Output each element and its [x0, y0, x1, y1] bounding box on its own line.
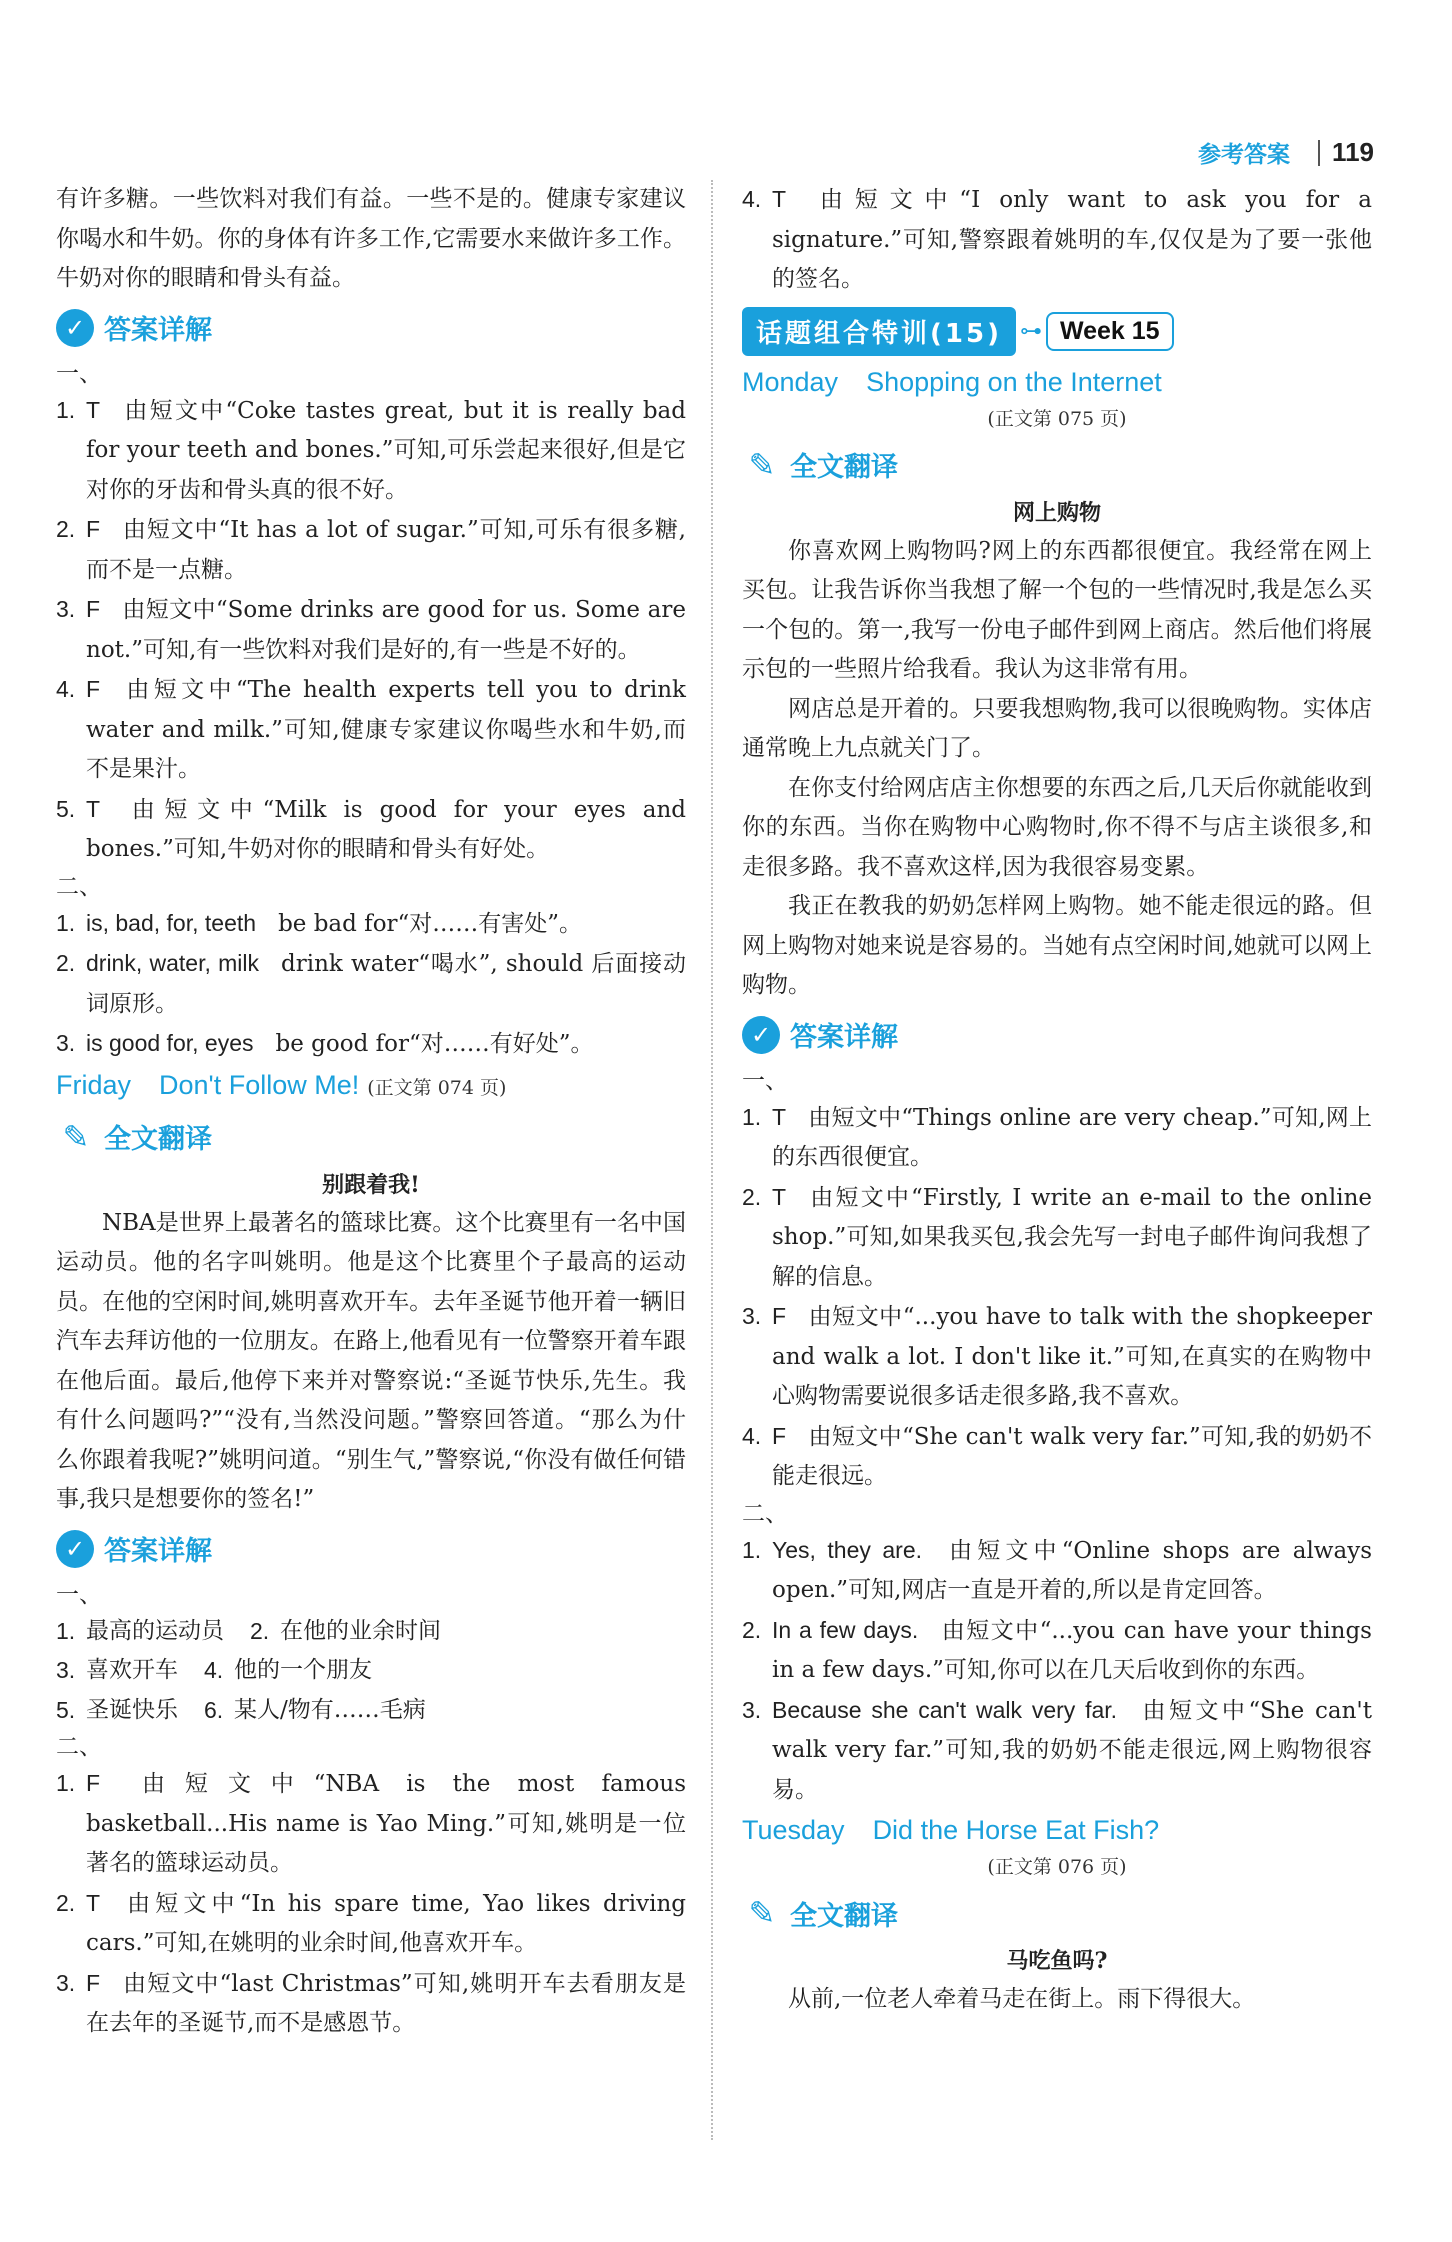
- pen-icon: ✎: [748, 1894, 776, 1932]
- story-title: 马吃鱼吗?: [1006, 1948, 1108, 1974]
- lesson-title: Did the Horse Eat Fish?: [872, 1815, 1160, 1845]
- check-circle-icon: ✓: [56, 309, 94, 347]
- translation-heading: [56, 1114, 686, 1160]
- lesson-title: Don't Follow Me!: [159, 1069, 360, 1100]
- answer-item: 1. Yes, they are. 由短文中“Online shops are always open.”可知,网店一直是开着的,所以是肯定回答。: [742, 1536, 1373, 1603]
- topic-banner: [742, 306, 1372, 358]
- section-one: 一、: [56, 360, 102, 387]
- vocab-row: 5. 圣诞快乐 6. 某人/物有……毛病: [56, 1696, 426, 1723]
- answers-list-3: [56, 1764, 686, 2044]
- answers-heading-text: 答案详解: [104, 315, 212, 346]
- translation-heading: [742, 1890, 1372, 1936]
- answers-list-2: [56, 904, 686, 1065]
- answer-item: 2. In a few days. 由短文中“...you can have your things in a few days.”可知,你可以在几天后收到你的东西。: [742, 1616, 1372, 1683]
- link-icon: ⊶: [1019, 319, 1042, 344]
- answer-item: 3. F 由短文中“Some drinks are good for us. Some are not.”可知,有一些饮料对我们是好的,有一些是不好的。: [56, 596, 686, 663]
- tuesday-heading: [742, 1810, 1372, 1850]
- monday-heading: [742, 362, 1372, 402]
- vocab-row: 3. 喜欢开车 4. 他的一个朋友: [56, 1657, 372, 1683]
- column-divider: [711, 180, 713, 2140]
- answers-heading-text: 答案详解: [104, 1536, 212, 1567]
- friday-heading: [56, 1065, 686, 1108]
- answer-item: 5. T 由短文中“Milk is good for your eyes and bones.”可知,牛奶对你的眼睛和骨头有好处。: [56, 795, 686, 862]
- check-circle-icon: ✓: [56, 1530, 94, 1568]
- page-reference: (正文第 074 页): [367, 1076, 507, 1099]
- answer-item: 3. is good for, eyes be good for“对……有好处”。: [56, 1030, 594, 1057]
- translation-heading: [742, 442, 1372, 488]
- header-divider: [1318, 140, 1320, 166]
- topic-label: 话题组合特训(15): [742, 307, 1016, 356]
- answer-item: 4. F 由短文中“She can't walk very far.”可知,我的奶奶不能走很远。: [742, 1422, 1372, 1489]
- answer-item: 1. is, bad, for, teeth be bad for“对……有害处”。: [56, 909, 583, 937]
- answer-item: 3. Because she can't walk very far. 由短文中“She can't walk very far.”可知,我的奶奶不能走很远,网上购物很容易。: [742, 1696, 1372, 1803]
- answer-item: 4. T 由短文中“I only want to ask you for a signature.”可知,警察跟着姚明的车,仅仅是为了要一张他的签名。: [742, 186, 1372, 292]
- answer-item: 3. F 由短文中“...you have to talk with the shopkeeper and walk a lot. I don't like it.”可知,在真实的在购物中心购物需要说很多话走很多路,我不喜欢。: [742, 1303, 1372, 1409]
- translation-heading-text: 全文翻译: [790, 1900, 898, 1932]
- lesson-title: Shopping on the Internet: [866, 366, 1162, 397]
- right-column: [742, 180, 1372, 2020]
- answer-item: 1. F 由短文中“NBA is the most famous basketball...His name is Yao Ming.”可知,姚明是一位著名的篮球运动员。: [56, 1770, 686, 1876]
- answers-list-1: [56, 391, 686, 870]
- answers-heading: [56, 1526, 686, 1572]
- day-label: Friday: [56, 1069, 132, 1100]
- left-column: [56, 180, 686, 2044]
- answers-heading: [742, 1012, 1372, 1058]
- page-reference: (正文第 075 页): [987, 407, 1127, 430]
- answer-item: 2. drink, water, milk drink water“喝水”, should 后面接动词原形。: [56, 950, 686, 1017]
- answer-item: 2. T 由短文中“Firstly, I write an e-mail to the online shop.”可知,如果我买包,我会先写一封电子邮件询问我想了解的信息。: [742, 1183, 1372, 1290]
- answer-item: 2. F 由短文中“It has a lot of sugar.”可知,可乐有很多糖,而不是一点糖。: [56, 516, 686, 583]
- intro-paragraph: 有许多糖。一些饮料对我们有益。一些不是的。健康专家建议你喝水和牛奶。你的身体有许多工作,它需要水来做许多工作。牛奶对你的眼睛和骨头有益。: [56, 186, 686, 291]
- answers-heading: [56, 305, 686, 351]
- pen-icon: ✎: [62, 1117, 90, 1156]
- answer-item: 3. F 由短文中“last Christmas”可知,姚明开车去看朋友是在去年的圣诞节,而不是感恩节。: [56, 1969, 686, 2036]
- answers-list-1: [742, 1098, 1372, 1497]
- week-badge: Week 15: [1046, 312, 1174, 351]
- header-label: 参考答案: [1198, 142, 1291, 168]
- answers-list-2: [742, 1531, 1372, 1811]
- story-text: NBA是世界上最著名的篮球比赛。这个比赛里有一名中国运动员。他的名字叫姚明。他是这个比赛里个子最高的运动员。在他的空闲时间,姚明喜欢开车。去年圣诞节他开着一辆旧汽车去拜访他的一位朋友。在路上,他看见有一位警察开着车跟在他后面。最后,他停下来并对警察说:“圣诞节快乐,先生。我有什么问题吗?”“没有,当然没问题。”警察回答道。“那么为什么你跟着我呢?”姚明问道。“别生气,”警察说,“你没有做任何错事,我只是想要你的签名!”: [56, 1209, 686, 1512]
- story-title: 别跟着我!: [322, 1171, 420, 1198]
- answer-item: 1. T 由短文中“Things online are very cheap.”可知,网上的东西很便宜。: [742, 1103, 1372, 1170]
- section-two: 二、: [56, 873, 102, 900]
- answer-item: 4. F 由短文中“The health experts tell you to drink water and milk.”可知,健康专家建议你喝些水和牛奶,而不是果汁。: [56, 676, 686, 782]
- story-paragraph: 你喜欢网上购物吗?网上的东西都很便宜。我经常在网上买包。让我告诉你当我想了解一个包的一些情况时,我是怎么买一个包的。第一,我写一份电子邮件到网上商店。然后他们将展示包的一些照片给我看。我认为这非常有用。: [742, 537, 1372, 682]
- section-one: 一、: [742, 1067, 788, 1094]
- page-number: 119: [1332, 137, 1374, 167]
- check-circle-icon: ✓: [742, 1016, 780, 1054]
- translation-heading-text: 全文翻译: [790, 452, 898, 483]
- section-two: 二、: [742, 1500, 788, 1527]
- translation-heading-text: 全文翻译: [104, 1124, 212, 1155]
- page-reference: (正文第 076 页): [987, 1856, 1127, 1878]
- section-two: 二、: [56, 1734, 102, 1760]
- story-paragraph: 从前,一位老人牵着马走在街上。雨下得很大。: [788, 1986, 1256, 2012]
- section-one: 一、: [56, 1581, 102, 1608]
- story-paragraph: 我正在教我的奶奶怎样网上购物。她不能走很远的路。但网上购物对她来说是容易的。当她有点空闲时间,她就可以网上购物。: [742, 893, 1372, 998]
- answer-item: 1. T 由短文中“Coke tastes great, but it is really bad for your teeth and bones.”可知,可乐尝起来很好,但是它对你的牙齿和骨头真的很不好。: [56, 396, 686, 503]
- vocab-row: 1. 最高的运动员 2. 在他的业余时间: [56, 1617, 441, 1644]
- story-paragraph: 在你支付给网店店主你想要的东西之后,几天后你就能收到你的东西。当你在购物中心购物时,你不得不与店主谈很多,和走很多路。我不喜欢这样,因为我很容易变累。: [742, 774, 1372, 880]
- day-label: Monday: [742, 366, 839, 397]
- day-label: Tuesday: [742, 1815, 845, 1845]
- vocab-list: [56, 1612, 686, 1731]
- page-header: [1198, 136, 1374, 169]
- story-title: 网上购物: [1012, 499, 1101, 526]
- pen-icon: ✎: [748, 445, 776, 484]
- answers-heading-text: 答案详解: [790, 1022, 898, 1053]
- story-paragraph: 网店总是开着的。只要我想购物,我可以很晚购物。实体店通常晚上九点就关门了。: [742, 695, 1372, 761]
- answer-item: 2. T 由短文中“In his spare time, Yao likes driving cars.”可知,在姚明的业余时间,他喜欢开车。: [56, 1889, 686, 1956]
